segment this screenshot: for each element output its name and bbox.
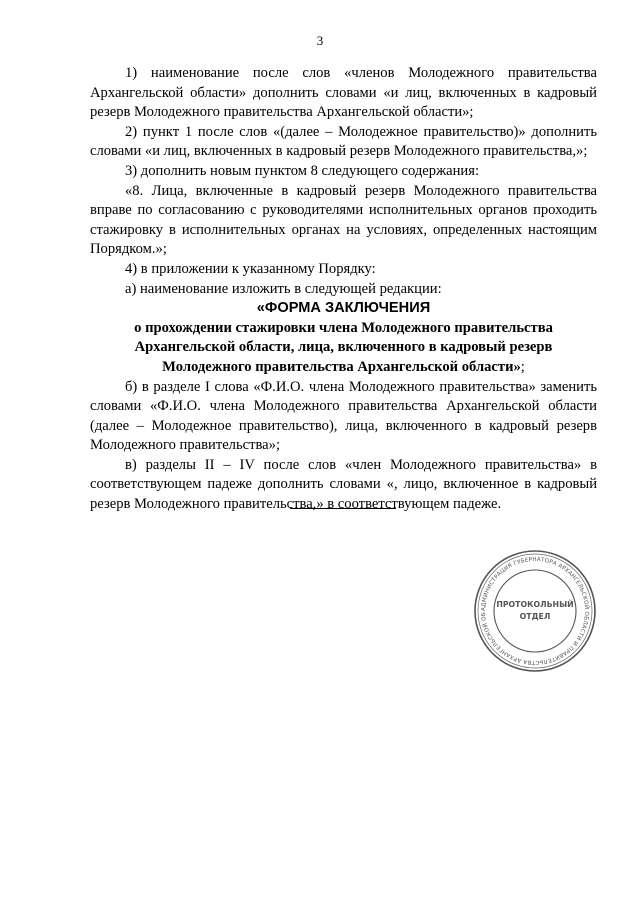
form-subtitle-suffix: ; — [520, 358, 525, 375]
paragraph: 4) в приложении к указанному Порядку: — [125, 260, 376, 277]
paragraph: «8. Лица, включенные в кадровый резерв Молодежного правительства вправе по согласованию с руководителями исполнительных органов проходить стажировку в исполнительных органах на условиях, определенных настоящим Порядком.»; — [90, 182, 597, 258]
paragraph: в) разделы II – IV после слов «член Молодежного правительства» в соответствующем падеже дополнить словами «, лицо, включенное в кадровый резерв Молодежного правительства,» в соответствующем падеже. — [90, 456, 597, 513]
page-number: 3 — [316, 33, 324, 48]
paragraph: 2) пункт 1 после слов «(далее – Молодежное правительство)» дополнить словами «и лиц, включенных в кадровый резерв Молодежного правительства,»; — [90, 123, 597, 160]
paragraph: 1) наименование после слов «членов Молодежного правительства Архангельской области» дополнить словами «и лиц, включенных в кадровый резерв Молодежного правительства Архангельской области»; — [90, 65, 597, 121]
form-subtitle — [90, 319, 597, 378]
protocol-stamp — [473, 549, 597, 673]
end-rule — [290, 508, 396, 509]
stamp-center-line2: ОТДЕЛ — [519, 612, 551, 621]
form-title: «ФОРМА ЗАКЛЮЧЕНИЯ — [256, 300, 431, 317]
stamp-center-line1: ПРОТОКОЛЬНЫЙ — [496, 600, 574, 609]
document-body — [90, 64, 597, 515]
form-subtitle-text: о прохождении стажировки члена Молодежного правительства Архангельской области, лица, включенного в кадровый резерв Молодежного правительства Архангельской области» — [134, 319, 553, 375]
paragraph: 3) дополнить новым пунктом 8 следующего содержания: — [125, 162, 480, 179]
stamp-ring-text: АДМИНИСТРАЦИЯ ГУБЕРНАТОРА АРХАНГЕЛЬСКОЙ ОБЛАСТИ И ПРАВИТЕЛЬСТВА АРХАНГЕЛЬСКОЙ ОБ — [480, 556, 590, 666]
stamp-graphic — [473, 549, 597, 673]
paragraph: а) наименование изложить в следующей редакции: — [125, 280, 442, 297]
paragraph: б) в разделе I слова «Ф.И.О. члена Молодежного правительства» заменить словами «Ф.И.О. члена Молодежного правительства Архангельской области (далее – Молодежное правительство), лица, включенного в кадровый резерв Молодежного правительства»; — [90, 378, 597, 454]
